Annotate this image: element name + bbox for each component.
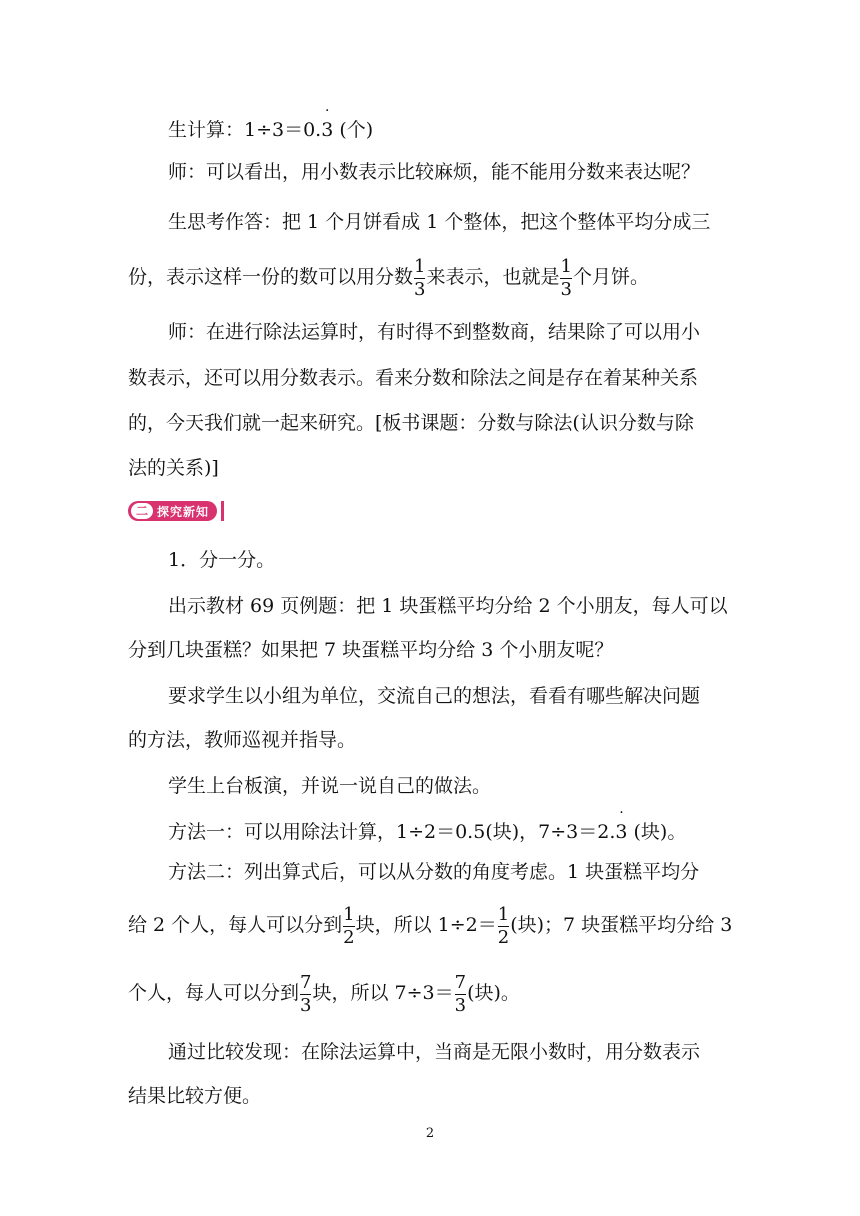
text: 生计算：1÷3＝0. — [168, 119, 322, 141]
paragraph-group-2: 的方法，教师巡视并指导。 — [128, 729, 357, 751]
repeating-digit: · 3 — [615, 805, 628, 843]
repeating-digit: · 3 — [321, 103, 334, 141]
paragraph-conclusion-1: 通过比较发现：在除法运算中，当商是无限小数时，用分数表示 — [168, 1041, 701, 1063]
paragraph-conclusion-2: 结果比较方便。 — [128, 1085, 262, 1107]
page-number: 2 — [425, 1126, 435, 1141]
section-heading — [128, 500, 224, 522]
paragraph-method-2-line3: 个人，每人可以分到 $\frac{7}{3}$ 块，所以 7÷3＝ $\frac{7}{3}$ (块)。 — [128, 971, 520, 1016]
paragraph-teacher-explain-2: 数表示，还可以用分数表示。看来分数和除法之间是存在着某种关系 — [128, 367, 699, 389]
fraction-one-half: $\frac{1}{2}$ — [497, 903, 510, 948]
paragraph-student-answer-line1: 生思考作答：把 1 个月饼看成 1 个整体，把这个整体平均分成三 — [168, 211, 711, 233]
fraction-seven-thirds: $\frac{7}{3}$ — [454, 971, 467, 1016]
paragraph-board: 学生上台板演，并说一说自己的做法。 — [168, 775, 492, 797]
fraction-one-third: $\frac{1}{3}$ — [560, 255, 572, 300]
section-bar — [221, 501, 224, 521]
paragraph-teacher-explain-3: 的，今天我们就一起来研究。[板书课题：分数与除法(认识分数与除 — [128, 412, 694, 434]
paragraph-teacher-explain-4: 法的关系)] — [128, 457, 219, 479]
fraction-seven-thirds: $\frac{7}{3}$ — [300, 971, 312, 1016]
paragraph-group-1: 要求学生以小组为单位，交流自己的想法，看看有哪些解决问题 — [168, 685, 701, 707]
paragraph-example-2: 分到几块蛋糕？如果把 7 块蛋糕平均分给 3 个小朋友呢？ — [128, 639, 614, 661]
paragraph-student-calc — [168, 103, 778, 142]
fraction-one-third: $\frac{1}{3}$ — [414, 255, 426, 300]
paragraph-method-2-line2: 给 2 个人，每人可以分到 $\frac{1}{2}$ 块，所以 1÷2＝ $\frac{1}{2}$ (块)；7 块蛋糕平均分给 3 — [128, 903, 733, 948]
section-title: 探究新知 — [157, 504, 210, 519]
paragraph-student-answer-line2: 份，表示这样一份的数可以用分数 $\frac{1}{3}$ 来表示，也就是 $\frac{1}{3}$ 个月饼。 — [128, 255, 649, 300]
paragraph-method-2-line1: 方法二：列出算式后，可以从分数的角度考虑。1 块蛋糕平均分 — [168, 861, 700, 883]
paragraph-teacher-question: 师：可以看出，用小数表示比较麻烦，能不能用分数来表达呢？ — [168, 161, 701, 183]
text: (个) — [333, 119, 374, 141]
section-number: 二 — [131, 503, 153, 519]
paragraph-example-1: 出示教材 69 页例题：把 1 块蛋糕平均分给 2 个小朋友，每人可以 — [168, 595, 728, 617]
paragraph-method-1: 方法一：可以用除法计算，1÷2＝0.5(块)，7÷3＝2. · 3 (块)。 — [168, 805, 687, 843]
paragraph-teacher-explain-1: 师：在进行除法运算时，有时得不到整数商，结果除了可以用小 — [168, 321, 701, 343]
fraction-one-half: $\frac{1}{2}$ — [343, 903, 355, 948]
section-badge — [128, 501, 217, 521]
paragraph-step-1: 1．分一分。 — [168, 549, 276, 571]
